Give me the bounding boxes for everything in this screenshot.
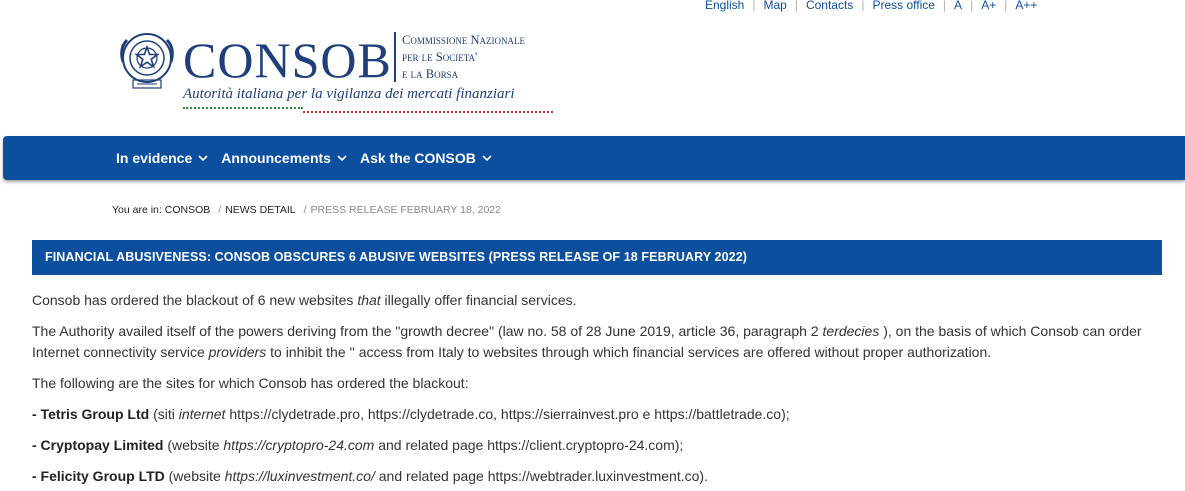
text: illegally offer financial services. xyxy=(380,292,577,308)
chevron-down-icon xyxy=(198,154,208,162)
company-name: - Felicity Group LTD xyxy=(32,468,165,484)
text: Consob has ordered the blackout of 6 new websites xyxy=(32,292,358,308)
separator: | xyxy=(970,0,974,12)
breadcrumb-current: PRESS RELEASE FEBRUARY 18, 2022 xyxy=(310,204,501,216)
article-title: FINANCIAL ABUSIVENESS: CONSOB OBSCURES 6 ABUSIVE WEBSITES (PRESS RELEASE OF 18 FEBRUARY 2022) xyxy=(45,250,748,264)
logo-subtitle-line: Commissione Nazionale xyxy=(402,33,525,47)
link-contacts[interactable]: Contacts xyxy=(805,0,854,12)
separator: | xyxy=(942,0,947,12)
font-size-larger[interactable]: A++ xyxy=(1015,0,1038,12)
font-size-normal[interactable]: A xyxy=(954,0,963,12)
text: ), on the basis of which Consob can order Internet connectivity service xyxy=(32,323,1142,360)
logo-subtitle-line: per le Societa' xyxy=(402,50,478,64)
logo-subtitle-line: e la Borsa xyxy=(402,67,459,81)
list-item xyxy=(32,435,1172,456)
top-utility-links xyxy=(697,0,1045,14)
paragraph xyxy=(32,290,1172,311)
link-map[interactable]: Map xyxy=(763,0,787,12)
list-item xyxy=(32,466,1172,487)
text: https://clydetrade.pro, https://clydetrade.co, https://sierrainvest.pro e https://battletrade.co); xyxy=(225,406,790,422)
nav-label: Announcements xyxy=(221,150,331,166)
article-title-bar xyxy=(32,240,1162,275)
logo-subtitle xyxy=(402,32,525,83)
text: The Authority availed itself of the powers deriving from the "growth decree" (law no. 58 of 28 June 2019, article 36, paragraph 2 xyxy=(32,323,823,339)
breadcrumb-separator: / xyxy=(218,204,222,216)
separator: | xyxy=(794,0,798,12)
text: (siti xyxy=(149,406,179,422)
breadcrumb-news-detail[interactable]: NEWS DETAIL xyxy=(225,204,296,216)
text: and related page https://client.cryptopro-24.com); xyxy=(374,437,684,453)
text-emphasis: https://luxinvestment.co/ xyxy=(224,468,375,484)
text-emphasis: terdecies xyxy=(822,323,880,339)
main-navigation xyxy=(3,136,1185,180)
company-name: - Tetris Group Ltd xyxy=(32,406,150,422)
text: (website xyxy=(163,437,224,453)
text-emphasis: https://cryptopro-24.com xyxy=(223,437,375,453)
separator: | xyxy=(861,0,865,12)
logo-wordmark: CONSOB xyxy=(183,32,392,88)
nav-label: Ask the CONSOB xyxy=(359,150,476,166)
list-item xyxy=(32,404,1172,425)
tagline-underline-green xyxy=(183,107,303,109)
logo-tagline: Autorità italiana per la vigilanza dei mercati finanziari xyxy=(183,86,515,102)
republic-emblem-icon xyxy=(117,28,177,94)
text-emphasis: internet xyxy=(178,406,226,422)
text: to inhibit the '' access from Italy to websites through which financial services are offered without proper authorization. xyxy=(266,344,992,360)
link-english[interactable]: English xyxy=(705,0,745,12)
tagline-underline-red xyxy=(303,111,553,113)
paragraph xyxy=(32,373,1172,394)
link-press-office[interactable]: Press office xyxy=(872,0,935,12)
separator: | xyxy=(752,0,756,12)
chevron-down-icon xyxy=(482,154,492,162)
text: and related page https://webtrader.luxinvestment.co). xyxy=(374,468,708,484)
logo-divider xyxy=(394,32,396,82)
text-emphasis: that xyxy=(357,292,381,308)
chevron-down-icon xyxy=(337,154,347,162)
company-name: - Cryptopay Limited xyxy=(32,437,164,453)
nav-in-evidence[interactable] xyxy=(116,150,208,166)
breadcrumb-prefix: You are in: xyxy=(112,204,162,216)
separator: | xyxy=(1004,0,1008,12)
font-size-large[interactable]: A+ xyxy=(981,0,997,12)
text: The following are the sites for which Consob has ordered the blackout: xyxy=(32,375,469,391)
nav-label: In evidence xyxy=(116,150,193,166)
consob-logo[interactable] xyxy=(117,28,557,118)
paragraph xyxy=(32,321,1172,363)
text: (website xyxy=(164,468,225,484)
breadcrumb-home[interactable]: CONSOB xyxy=(164,204,211,216)
breadcrumb-separator: / xyxy=(303,204,307,216)
nav-announcements[interactable] xyxy=(221,150,347,166)
article-body xyxy=(32,290,1172,491)
text-emphasis: providers xyxy=(208,344,267,360)
nav-ask-the-consob[interactable] xyxy=(360,150,492,166)
breadcrumb xyxy=(112,204,501,216)
